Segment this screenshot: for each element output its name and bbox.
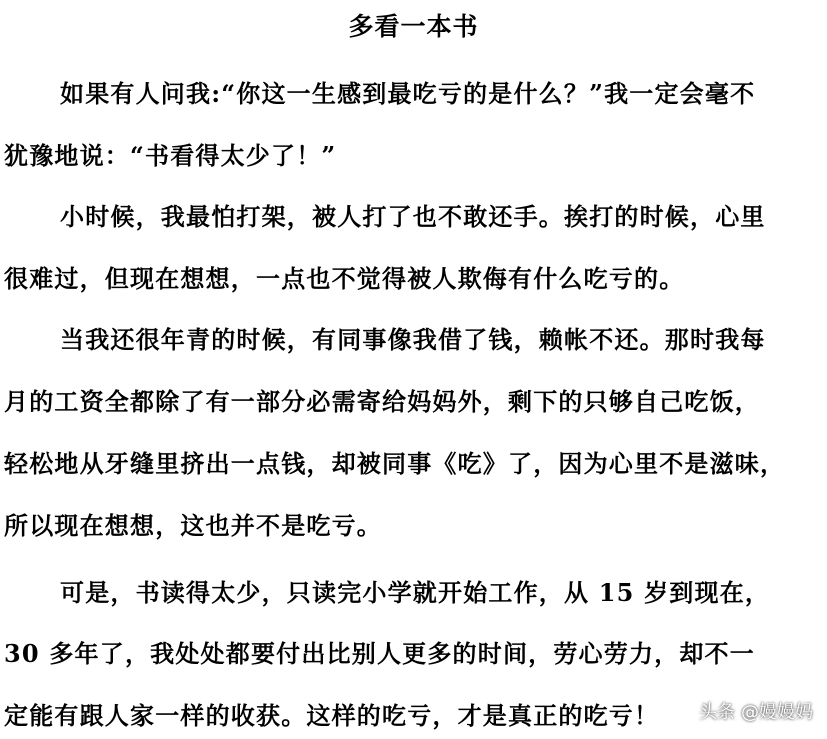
text-line-8: 所以现在想想，这也并不是吃亏。 [4, 511, 382, 540]
text-line-2: 犹豫地说：“书看得太少了！” [4, 141, 337, 170]
text-line-11: 定能有跟人家一样的收获。这样的吃亏，才是真正的吃亏！ [4, 701, 660, 730]
text-line-9: 可是，书读得太少，只读完小学就开始工作，从 15 岁到现在， [60, 578, 771, 607]
text-line-10: 30 多年了，我处处都要付出比别人更多的时间，劳心劳力，却不一 [4, 639, 755, 668]
text-line-5: 当我还很年青的时候，有同事像我借了钱，赖帐不还。那时我每 [60, 325, 766, 354]
watermark [699, 696, 813, 726]
text-line-1: 如果有人问我:“你这一生感到最吃亏的是什么？”我一定会毫不 [60, 79, 756, 108]
watermark-handle: @嫚嫚妈 [741, 702, 813, 723]
text-line-3: 小时候，我最怕打架，被人打了也不敢还手。挨打的时候，心里 [60, 202, 766, 231]
text-line-4: 很难过，但现在想想，一点也不觉得被人欺侮有什么吃亏的。 [4, 264, 685, 293]
text-line-7: 轻松地从牙缝里挤出一点钱，却被同事《吃》了，因为心里不是滋味， [4, 449, 786, 478]
text-line-6: 月的工资全都除了有一部分必需寄给妈妈外，剩下的只够自己吃饭， [4, 387, 760, 416]
watermark-source: 头条 [699, 702, 735, 723]
document-title: 多看一本书 [348, 12, 479, 41]
